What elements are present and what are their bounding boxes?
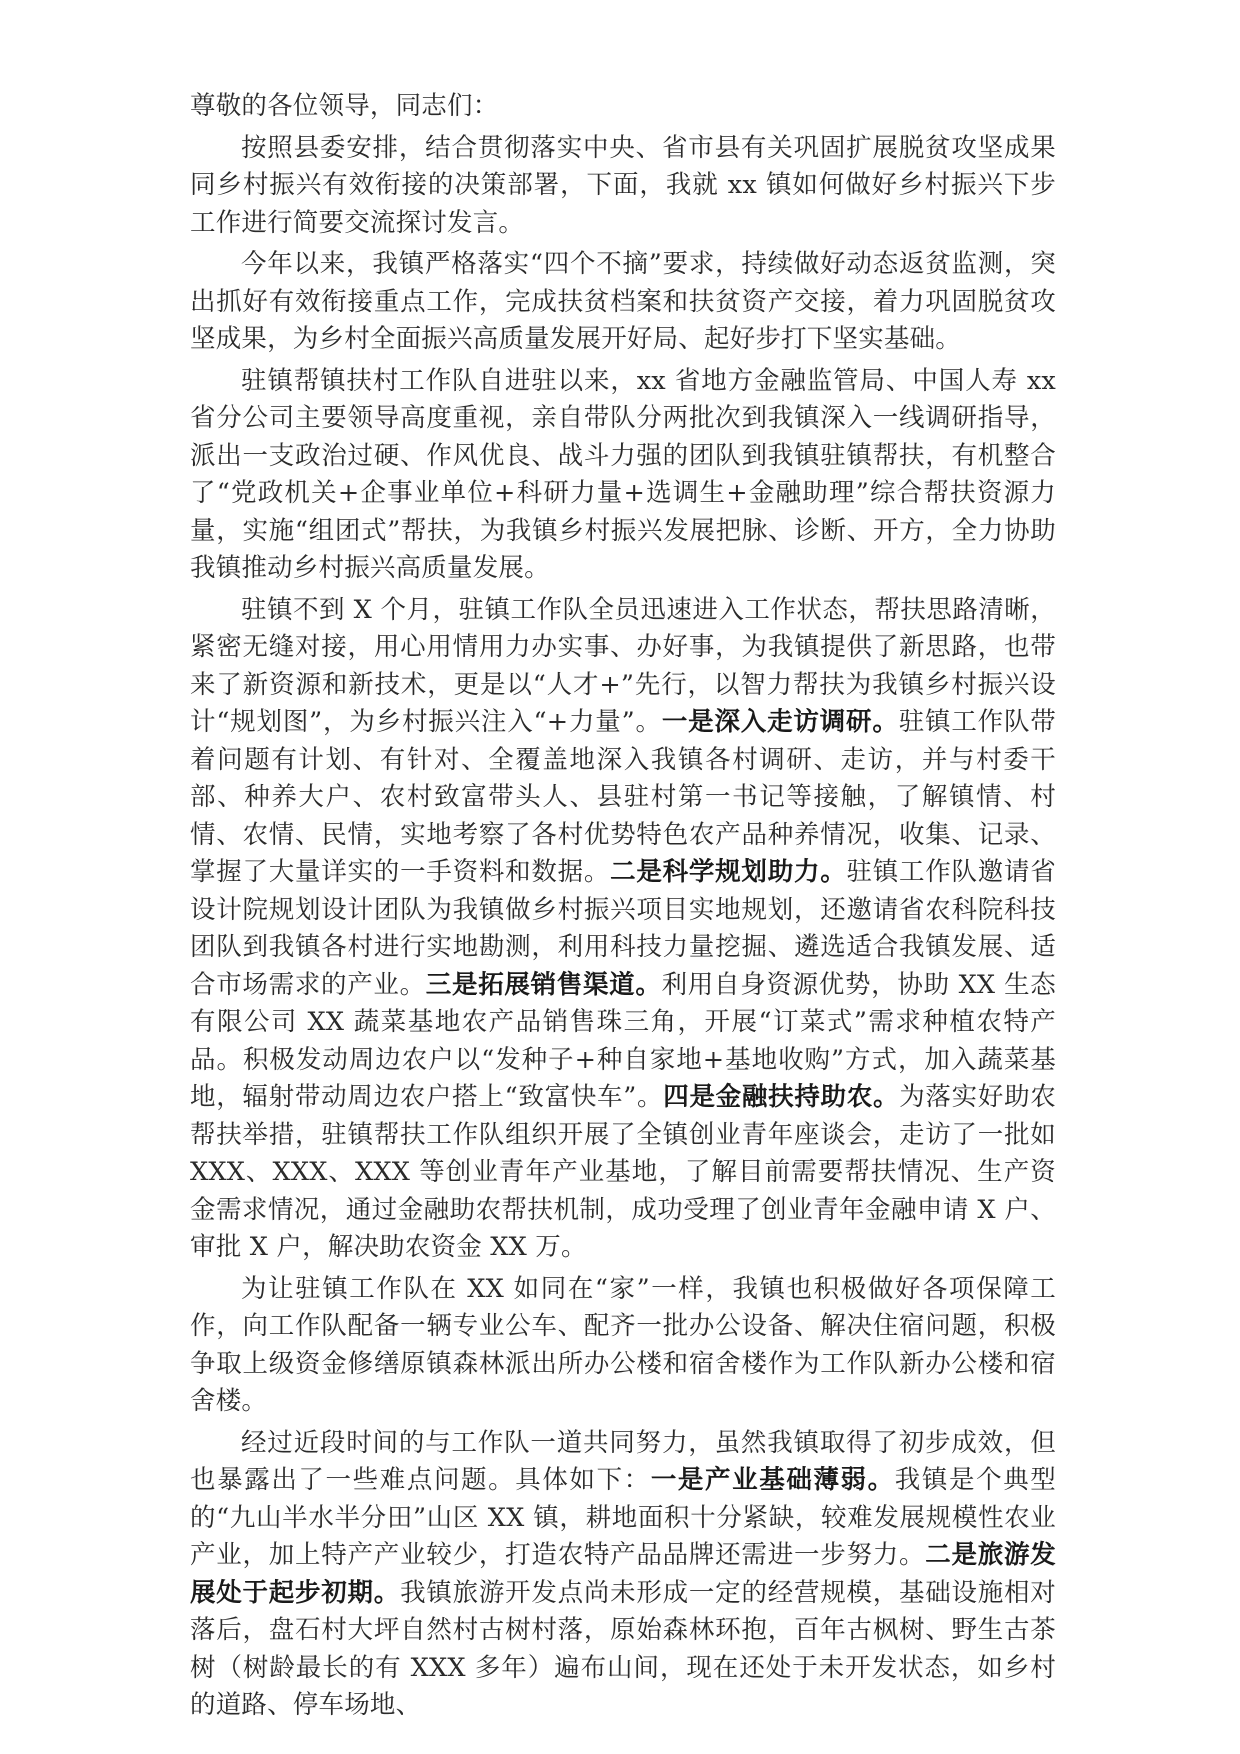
text-run: 为让驻镇工作队在 XX 如同在“家”一样，我镇也积极做好各项保障工作，向工作队配备一辆专业公车、配齐一批办公设备、解决住宿问题，积极争取上级资金修缮原镇森林派出所办公楼和宿舍楼作为工作队新办公楼和宿舍楼。 (190, 1273, 1056, 1416)
paragraph (190, 1271, 1056, 1421)
paragraph (190, 363, 1056, 588)
text-run: 为落实好助农帮扶举措，驻镇帮扶工作队组织开展了全镇创业青年座谈会，走访了一批如 XXX、XXX、XXX 等创业青年产业基地，了解目前需要帮扶情况、生产资金需求情况，通过金融助农帮扶机制，成功受理了创业青年金融申请 X 户、审批 X 户，解决助农资金 XX 万。 (190, 1082, 1056, 1262)
paragraph (190, 1425, 1056, 1725)
text-run: 驻镇不到 X 个月，驻镇工作队全员迅速进入工作状态，帮扶思路清晰，紧密无缝对接，用心用情用力办实事、办好事，为我镇提供了新思路，也带来了新资源和新技术，更是以“人才+”先行，以智力帮扶为我镇乡村振兴设计“规划图”，为乡村振兴注入“+力量”。 (190, 594, 1056, 737)
document-page (190, 88, 1056, 1729)
text-run: 利用自身资源优势，协助 XX 生态有限公司 XX 蔬菜基地农产品销售珠三角，开展“订菜式”需求种植农特产品。积极发动周边农户以“发种子+种自家地+基地收购”方式，加入蔬菜基地，辐射带动周边农户搭上“致富快车”。 (190, 969, 1056, 1112)
text-run: 驻镇帮镇扶村工作队自进驻以来，xx 省地方金融监管局、中国人寿 xx 省分公司主要领导高度重视，亲自带队分两批次到我镇深入一线调研指导，派出一支政治过硬、作风优良、战斗力强的团队到我镇驻镇帮扶，有机整合了“党政机关+企事业单位+科研力量+选调生+金融助理”综合帮扶资源力量，实施“组团式”帮扶，为我镇乡村振兴发展把脉、诊断、开方，全力协助我镇推动乡村振兴高质量发展。 (190, 365, 1056, 583)
text-run: 经过近段时间的与工作队一道共同努力，虽然我镇取得了初步成效，但也暴露出了一些难点问题。具体如下： (190, 1427, 1056, 1495)
bold-heading-run: 三是拓展销售渠道。 (425, 969, 662, 1000)
bold-heading-run: 一是深入走访调研。 (661, 707, 899, 737)
bold-heading-run: 一是产业基础薄弱。 (650, 1465, 895, 1495)
bold-heading-run: 二是科学规划助力。 (610, 857, 847, 887)
document-body (190, 130, 1056, 1725)
salutation: 尊敬的各位领导，同志们： (190, 91, 499, 121)
text-run: 按照县委安排，结合贯彻落实中央、省市县有关巩固扩展脱贫攻坚成果同乡村振兴有效衔接的决策部署，下面，我就 xx 镇如何做好乡村振兴下步工作进行简要交流探讨发言。 (190, 132, 1056, 238)
text-run: 我镇是个典型的“九山半水半分田”山区 XX 镇，耕地面积十分紧缺，较难发展规模性农业产业，加上特产产业较少，打造农特产品品牌还需进一步努力。 (190, 1465, 1056, 1570)
text-run: 今年以来，我镇严格落实“四个不摘”要求，持续做好动态返贫监测，突出抓好有效衔接重点工作，完成扶贫档案和扶贫资产交接，着力巩固脱贫攻坚成果，为乡村全面振兴高质量发展开好局、起好步打下坚实基础。 (190, 249, 1056, 354)
bold-heading-run: 二是旅游发展处于起步初期。 (190, 1540, 1056, 1608)
text-run: 我镇旅游开发点尚未形成一定的经营规模，基础设施相对落后，盘石村大坪自然村古树村落，原始森林环抱，百年古枫树、野生古茶树（树龄最长的有 XXX 多年）遍布山间，现在还处于未开发状态，如乡村的道路、停车场地、 (190, 1577, 1056, 1720)
text-run: 驻镇工作队带着问题有计划、有针对、全覆盖地深入我镇各村调研、走访，并与村委干部、种养大户、农村致富带头人、县驻村第一书记等接触，了解镇情、村情、农情、民情，实地考察了各村优势特色农产品种养情况，收集、记录、掌握了大量详实的一手资料和数据。 (190, 707, 1057, 887)
bold-heading-run: 四是金融扶持助农。 (663, 1082, 900, 1112)
paragraph (190, 130, 1056, 243)
paragraph (190, 592, 1056, 1267)
text-run: 驻镇工作队邀请省设计院规划设计团队为我镇做乡村振兴项目实地规划，还邀请省农科院科技团队到我镇各村进行实地勘测，利用科技力量挖掘、遴选适合我镇发展、适合市场需求的产业。 (190, 857, 1056, 1000)
paragraph (190, 246, 1056, 359)
